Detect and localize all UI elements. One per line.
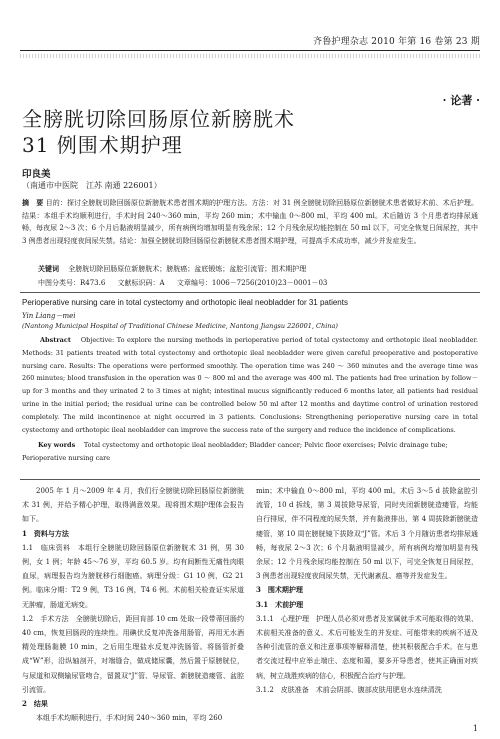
body-column-left — [22, 484, 244, 725]
header-rule — [20, 50, 480, 51]
abstract-text: 目的：探讨全膀胱切除回肠原位新膀胱术患者围术期的护理方法。方法：对 31 例全膀胱切除回肠原位新膀胱术患者做好术前、术后护理。结果：本组手术均顺利进行，手术时间 240～360 min，平均 260 min；术中输血 0～800 ml，平均 400 ml。术后随访 3 个月患者均排尿通畅，每夜尿 2～3 次；6 个月后黏液明显减少，所有病例均增加明显有残余尿；12 个月残余尿均能控制在 50 ml 以下，可完全恢复日间尿控，其中 3 例患者出现轻度夜间尿失禁。结论：加强全膀胱切除回肠原位新膀胱术患者围术期护理，可提高手术成功率，减少并发症发生。 — [22, 199, 479, 245]
divider-bottom — [20, 479, 480, 480]
section-tag: · 论著 · — [442, 94, 480, 107]
paragraph-surgical-method: 1.2 手术方法 全膀胱切除后，距回肓部 10 cm 处取一段带蒂回肠约 40 cm，恢复回肠段的连续性。用碘伏反复冲洗备用肠管，再用无水酒精处理肠黏膜 10 min，之后用生理盐水反复冲洗肠管。将肠管折叠成“W”形，沿纵轴剖开，对端缝合，做成储尿囊，然后置于原膀胱位，与尿道和双侧输尿管吻合，留置双“J”管、导尿管、新膀胱造瘘管、盆腔引流管。 — [22, 614, 244, 694]
paragraph-results: 本组手术均顺利进行，手术时间 240～360 min，平均 260 — [36, 714, 223, 723]
keywords-label: 关键词 — [38, 264, 59, 273]
english-abstract — [22, 334, 478, 436]
article-title — [22, 106, 382, 158]
paragraph-results-cont: min；术中输血 0～800 ml，平均 400 ml。术后 3～5 d 拔除盆腔引流管，10 d 拆线，第 3 周拔除导尿管，同时夹闭新膀胱造瘘管，均能自行排尿，伴不同程度的尿失禁，并有黏液排出，第 4 周拔除新膀胱造瘘管，第 10 周在膀胱镜下拔除双“J”管。术后 3 个月随访患者均排尿通畅，每夜尿 2～3 次；6 个月黏液明显减少，所有病例均增加明显有残余尿；12 个月残余尿均能控制在 50 ml 以下，可完全恢复日间尿控，3 例患者出现轻度夜间尿失禁，无代谢紊乱、癌等并发症发生。 — [256, 487, 478, 581]
english-author: Yin Liang－mei — [22, 312, 76, 320]
author: 印良美 — [22, 169, 51, 180]
journal-issue: 齐鲁护理杂志 2010 年第 16 卷第 23 期 — [313, 37, 480, 47]
body-column-right — [256, 484, 478, 697]
english-title: Perioperative nursing care in total cystectomy and orthotopic ileal neobladder for 31 patients — [22, 298, 348, 307]
doc-code: 文献标识码：A — [117, 279, 165, 287]
paragraph-clinical-data: 1.1 临床资料 本组行全膀胱切除回肠原位新膀胱术 31 例，男 30 例，女 1 例；年龄 45～76 岁，平均 60.5 岁。均有间断性无痛性肉眼血尿，病理报告均为膀胱移行细胞癌。病理分级：G1 10 例，G2 21 例。临床分期：T2 9 例，T3 16 例，T4 6 例。术前相关检查证实尿道无肿瘤，肠道无病变。 — [22, 543, 244, 609]
english-keywords-text: Total cystectomy and orthotopic ileal neobladder; Bladder cancer; Pelvic floor exercises; Pelvic drainage tube; Perioperative nursing care — [22, 441, 448, 462]
paragraph-psychological-nursing: 3.1.1 心理护理 护理人员必须对患者及家属就手术可能取得的效果、术前相关准备的意义、术后可能发生的并发症、可能带来的疾病不适及各种引流管的意义和注意事项等解释清楚，使其积极配合手术。在与患者交流过程中应举止端庄、态度和蔼，要多开导患者，使其正确面对疾病，树立战胜疾病的信心，积极配合治疗与护理。 — [256, 614, 478, 680]
heading-materials-methods: 1 资料与方法 — [22, 528, 69, 538]
paragraph-skin-preparation: 3.1.2 皮肤准备 术前会阴部、腹部皮肤用肥皂水连续清洗 — [256, 685, 442, 694]
english-abstract-label: Abstract — [40, 336, 71, 344]
english-affiliation: (Nantong Municipal Hospital of Traditional Chinese Medicine, Nantong Jiangsu 226001, China) — [22, 322, 338, 330]
keywords-chinese — [38, 264, 306, 274]
english-keywords — [22, 439, 478, 465]
running-header — [20, 12, 480, 47]
header-dot-band — [20, 54, 480, 58]
title-line-1: 全膀胱切除回肠原位新膀胱术 — [22, 107, 295, 131]
english-keywords-label: Key words — [38, 441, 76, 449]
classification-line — [38, 278, 337, 288]
title-line-2: 31 例围术期护理 — [22, 133, 183, 157]
page-number: 1 — [472, 724, 478, 733]
clc-number: 中图分类号：R473.6 — [38, 279, 106, 287]
article-number: 文章编号：1006－7256(2010)23－0001－03 — [176, 279, 328, 287]
divider-top — [20, 292, 480, 293]
intro-paragraph: 2005 年 1 月～2009 年 4 月，我们行全膀胱切除回肠原位新膀胱术 31 例，并给予精心护理，取得满意效果。现将围术期护理体会报告如下。 — [22, 487, 244, 524]
heading-perioperative-nursing: 3 围术期护理 — [256, 585, 303, 595]
keywords-text: 全膀胱切除回肠原位新膀胱术；膀胱癌；盆底锻炼；盆腔引流管；围术期护理 — [68, 265, 307, 273]
abstract-label: 摘 要 — [22, 198, 44, 207]
heading-preoperative-nursing: 3.1 术前护理 — [256, 599, 304, 609]
abstract-chinese — [22, 197, 478, 247]
affiliation: （南通市中医院 江苏 南通 226001） — [22, 181, 162, 190]
english-abstract-text: Objective: To explore the nursing methods in perioperative period of total cystectomy and orthotopic ileal neobladder. Methods: 31 patients treated with total cystectomy and orthotopic ileal neobladder were given careful preoperative and postoperative nursing care. Results: The operations were performed smoothly. The operation time was 240 ～ 360 minutes and the average time was 260 minutes; blood transfusion in the operation was 0 ～ 800 ml and the average was 400 ml. The patients had free urination by follow－up for 3 months and they urinated 2 to 3 times at night; intestinal mucus significantly reduced 6 months later, all patients had residual urine in the initial period; the residual urine can be controlled below 50 ml after 12 months and daytime control of urination restored completely. The mild incontinence at night occurred in 3 patients. Conclusions: Strengthening perioperative nursing care in total cystectomy and orthotopic ileal neobladder can improve the success rate of the surgery and reduce the incidence of complications. — [22, 336, 478, 434]
heading-results: 2 结果 — [22, 699, 48, 709]
